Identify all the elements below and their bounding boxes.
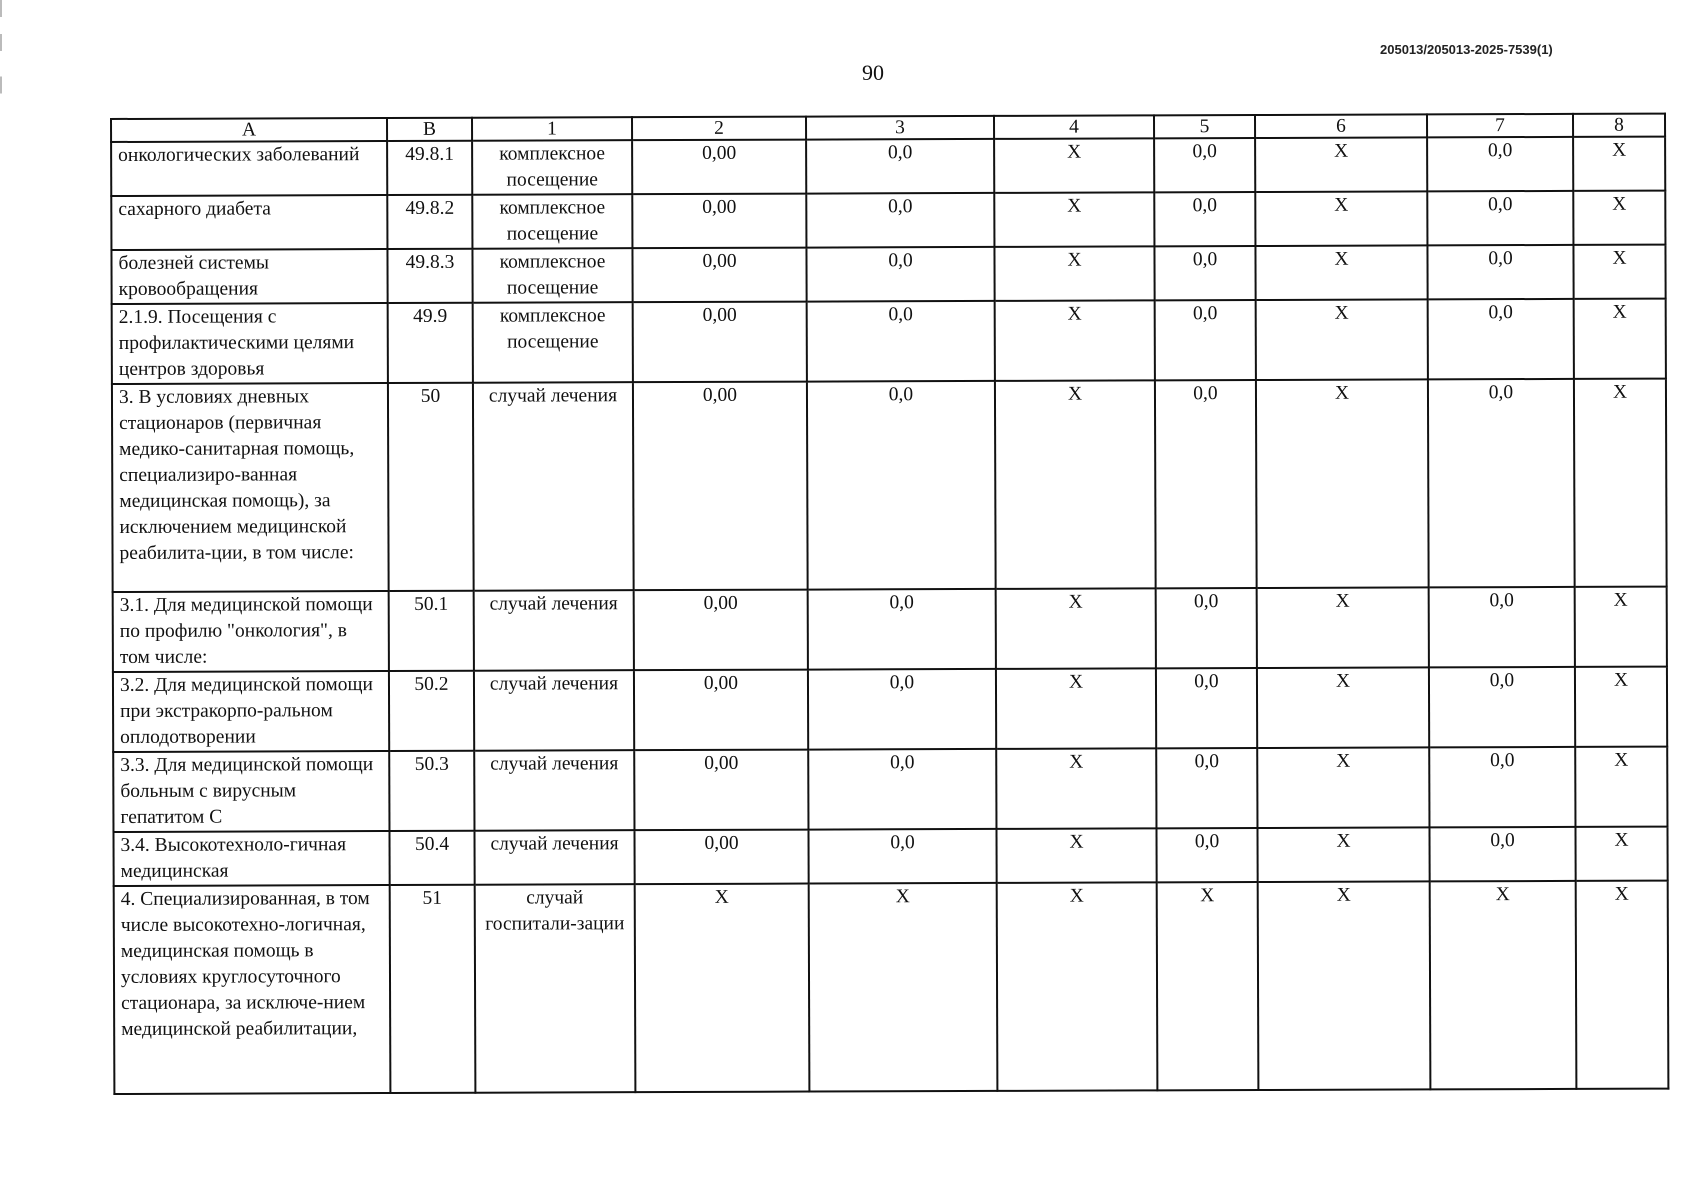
row-code: 50.2 bbox=[389, 671, 474, 751]
row-name: 3.4. Высокотехноло-гичная медицинская bbox=[113, 831, 389, 886]
row-name: онкологических заболеваний bbox=[111, 141, 387, 196]
cell-col-5: Х bbox=[1157, 882, 1259, 1090]
cell-col-5: 0,0 bbox=[1155, 300, 1256, 380]
cell-col-7: 0,0 bbox=[1427, 191, 1573, 246]
cell-col-5: 0,0 bbox=[1156, 668, 1257, 748]
col-header-2: 2 bbox=[632, 117, 806, 141]
row-name: 2.1.9. Посещения с профилактическими целями центров здоровья bbox=[112, 303, 388, 384]
cell-col-7: 0,0 bbox=[1428, 379, 1575, 588]
cell-col-8: Х bbox=[1575, 667, 1667, 747]
row-code: 49.9 bbox=[388, 303, 473, 383]
data-table bbox=[110, 113, 1669, 1095]
row-unit: комплексное посещение bbox=[472, 194, 632, 249]
col-header-1: 1 bbox=[472, 117, 632, 141]
cell-col-8: Х bbox=[1574, 379, 1667, 587]
cell-col-3: 0,0 bbox=[808, 829, 996, 884]
cell-col-5: 0,0 bbox=[1154, 246, 1255, 300]
table-row bbox=[113, 827, 1667, 886]
row-code: 50.1 bbox=[389, 591, 474, 671]
cell-col-8: Х bbox=[1574, 299, 1666, 379]
cell-col-3: 0,0 bbox=[807, 301, 995, 382]
row-name: болезней системы кровообращения bbox=[111, 249, 387, 304]
cell-col-3: 0,0 bbox=[808, 589, 996, 670]
cell-col-8: Х bbox=[1575, 587, 1667, 667]
row-unit: случай госпитали-зации bbox=[475, 884, 636, 1093]
cell-col-8: Х bbox=[1575, 747, 1667, 827]
col-header-7: 7 bbox=[1427, 114, 1573, 138]
cell-col-8: Х bbox=[1573, 137, 1665, 191]
row-unit: комплексное посещение bbox=[472, 248, 632, 303]
document-id: 205013/205013-2025-7539(1) bbox=[1380, 42, 1553, 57]
col-header-6: 6 bbox=[1255, 114, 1427, 138]
cell-col-6: Х bbox=[1256, 379, 1429, 588]
cell-col-7: 0,0 bbox=[1429, 827, 1575, 882]
cell-col-2: 0,00 bbox=[634, 830, 808, 885]
row-name: 3.3. Для медицинской помощи больным с вирусным гепатитом С bbox=[113, 751, 389, 832]
col-header-3: 3 bbox=[806, 116, 994, 140]
cell-col-6: Х bbox=[1258, 881, 1431, 1090]
cell-col-4: Х bbox=[997, 882, 1158, 1091]
col-header-a: А bbox=[111, 118, 387, 142]
cell-col-2: 0,00 bbox=[633, 302, 807, 383]
table-row bbox=[111, 191, 1665, 250]
row-unit: случай лечения bbox=[473, 382, 634, 591]
row-unit: случай лечения bbox=[474, 750, 634, 831]
col-header-b: В bbox=[387, 118, 472, 141]
cell-col-7: 0,0 bbox=[1429, 587, 1575, 668]
col-header-5: 5 bbox=[1154, 115, 1255, 138]
cell-col-5: 0,0 bbox=[1156, 748, 1257, 828]
cell-col-8: Х bbox=[1576, 881, 1669, 1089]
cell-col-4: Х bbox=[995, 380, 1156, 589]
cell-col-7: 0,0 bbox=[1428, 299, 1574, 380]
cell-col-4: Х bbox=[996, 668, 1156, 749]
cell-col-5: 0,0 bbox=[1154, 138, 1255, 192]
cell-col-2: 0,00 bbox=[634, 590, 808, 671]
row-code: 50.3 bbox=[389, 751, 474, 831]
table-row bbox=[113, 587, 1667, 672]
cell-col-2: 0,00 bbox=[634, 750, 808, 831]
cell-col-5: 0,0 bbox=[1156, 828, 1257, 882]
cell-col-6: Х bbox=[1257, 587, 1429, 668]
table-row bbox=[111, 245, 1665, 304]
cell-col-5: 0,0 bbox=[1156, 588, 1257, 668]
cell-col-3: 0,0 bbox=[806, 193, 994, 248]
cell-col-4: Х bbox=[994, 246, 1154, 301]
cell-col-6: Х bbox=[1257, 747, 1429, 828]
cell-col-2: Х bbox=[635, 884, 810, 1093]
cell-col-8: Х bbox=[1573, 245, 1665, 299]
row-name: сахарного диабета bbox=[111, 195, 387, 250]
table-row bbox=[113, 747, 1667, 832]
cell-col-6: Х bbox=[1257, 667, 1429, 748]
cell-col-7: 0,0 bbox=[1429, 667, 1575, 748]
table-row bbox=[112, 299, 1666, 384]
cell-col-5: 0,0 bbox=[1154, 192, 1255, 246]
cell-col-2: 0,00 bbox=[632, 140, 806, 195]
row-unit: комплексное посещение bbox=[473, 302, 633, 383]
row-unit: случай лечения bbox=[474, 590, 634, 671]
cell-col-3: 0,0 bbox=[808, 669, 996, 750]
row-unit: случай лечения bbox=[474, 830, 634, 885]
row-name: 4. Специализированная, в том числе высокотехно-логичная, медицинская помощь в условиях круглосуточного стационара, за исключе-нием медицинской реабилитации, bbox=[114, 885, 391, 1094]
cell-col-6: Х bbox=[1255, 137, 1427, 192]
cell-col-2: 0,00 bbox=[634, 670, 808, 751]
cell-col-4: Х bbox=[994, 138, 1154, 193]
cell-col-6: Х bbox=[1255, 191, 1427, 246]
row-code: 49.8.3 bbox=[387, 249, 472, 303]
row-unit: случай лечения bbox=[474, 670, 634, 751]
table-row bbox=[113, 667, 1667, 752]
cell-col-8: Х bbox=[1575, 827, 1667, 881]
col-header-4: 4 bbox=[994, 115, 1154, 139]
cell-col-7: 0,0 bbox=[1429, 747, 1575, 828]
cell-col-2: 0,00 bbox=[632, 194, 806, 249]
row-name: 3.1. Для медицинской помощи по профилю "онкология", в том числе: bbox=[113, 591, 389, 672]
cell-col-3: 0,0 bbox=[808, 749, 996, 830]
row-code: 49.8.1 bbox=[387, 141, 472, 195]
row-code: 50 bbox=[388, 383, 474, 591]
col-header-8: 8 bbox=[1573, 114, 1665, 137]
cell-col-4: Х bbox=[995, 300, 1155, 381]
cell-col-3: 0,0 bbox=[807, 381, 996, 590]
cell-col-4: Х bbox=[996, 748, 1156, 829]
cell-col-7: 0,0 bbox=[1427, 245, 1573, 300]
row-name: 3. В условиях дневных стационаров (первичная медико-санитарная помощь, специализиро-ванная медицинская помощь), за исключением медицинской реабилита-ции, в том числе: bbox=[112, 383, 389, 592]
scan-edge-marks bbox=[0, 0, 2, 170]
cell-col-4: Х bbox=[996, 588, 1156, 669]
row-code: 50.4 bbox=[389, 831, 474, 885]
row-unit: комплексное посещение bbox=[472, 140, 632, 195]
cell-col-7: Х bbox=[1430, 881, 1577, 1090]
cell-col-4: Х bbox=[996, 828, 1156, 883]
cell-col-4: Х bbox=[994, 192, 1154, 247]
table-row bbox=[112, 379, 1667, 592]
table-sheet bbox=[110, 113, 1667, 1095]
cell-col-6: Х bbox=[1256, 299, 1428, 380]
cell-col-2: 0,00 bbox=[633, 382, 808, 591]
cell-col-3: Х bbox=[809, 883, 998, 1092]
table-row bbox=[114, 881, 1669, 1094]
row-name: 3.2. Для медицинской помощи при экстракорпо-ральном оплодотворении bbox=[113, 671, 389, 752]
row-code: 49.8.2 bbox=[387, 195, 472, 249]
cell-col-3: 0,0 bbox=[806, 247, 994, 302]
cell-col-6: Х bbox=[1257, 827, 1429, 882]
page-number: 90 bbox=[862, 60, 884, 85]
cell-col-8: Х bbox=[1573, 191, 1665, 245]
cell-col-2: 0,00 bbox=[632, 248, 806, 303]
row-code: 51 bbox=[390, 885, 476, 1093]
cell-col-5: 0,0 bbox=[1155, 380, 1257, 588]
cell-col-6: Х bbox=[1255, 245, 1427, 300]
cell-col-3: 0,0 bbox=[806, 139, 994, 194]
cell-col-7: 0,0 bbox=[1427, 137, 1573, 192]
table-row bbox=[111, 137, 1665, 196]
